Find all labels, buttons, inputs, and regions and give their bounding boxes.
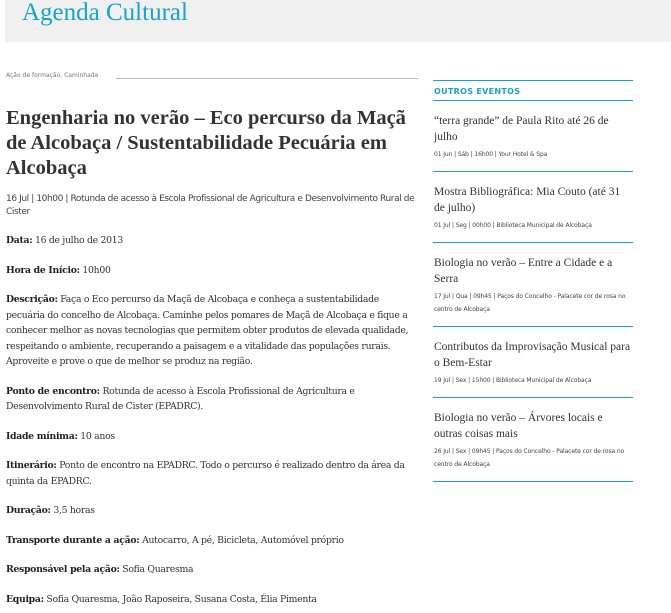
- post-fields: [6, 233, 418, 607]
- breadcrumb-categories[interactable]: Ação de formação, Caminhada: [6, 72, 99, 79]
- event-title-link[interactable]: Biologia no verão – Entre a Cidade e a Serra: [434, 257, 613, 285]
- field-min-age: [6, 429, 418, 445]
- field-start-time: [6, 263, 418, 279]
- field-team: [6, 592, 418, 608]
- field-duration: [6, 503, 418, 519]
- event-title-link[interactable]: “terra grande” de Paula Rito até 26 de julho: [434, 115, 609, 143]
- event-title-link[interactable]: Mostra Bibliográfica: Mia Couto (até 31 de julho): [434, 186, 621, 214]
- field-value: Autocarro, A pé, Bicicleta, Automóvel próprio: [142, 534, 344, 546]
- event-meta: 01 Jul | Seg | 00h00 | Biblioteca Municipal de Alcobaça: [434, 222, 592, 229]
- field-value: Rotunda de acesso à Escola Profissional de Agricultura e Desenvolvimento Rural de Cister (EPADRC).: [6, 385, 355, 412]
- event-title-link[interactable]: Contributos da Improvisação Musical para o Bem-Estar: [434, 341, 631, 369]
- field-value: 10 anos: [80, 430, 115, 442]
- field-meeting-point: [6, 384, 418, 415]
- event-title-link[interactable]: Biologia no verão – Árvores locais e outras coisas mais: [434, 412, 603, 440]
- event-meta: 17 Jul | Qua | 09h45 | Paços do Concelho - Palacete cor de rosa no centro de Alcobaça: [434, 293, 626, 313]
- field-value: Sofia Quaresma, João Raposeira, Susana Costa, Élia Pimenta: [46, 593, 317, 605]
- sidebar-other-events: [433, 80, 633, 482]
- event-item: [433, 243, 633, 327]
- event-meta: 01 Jun | Sáb | 16h00 | Your Hotel & Spa: [434, 151, 548, 158]
- sidebar-divider: [433, 80, 633, 81]
- site-header: [5, 0, 671, 42]
- event-meta: 19 Jul | Sex | 15h00 | Biblioteca Municipal de Alcobaça: [434, 377, 592, 384]
- post-meta: 16 Jul | 10h00 | Rotunda de acesso à Escola Profissional de Agricultura e Desenvolvimento Rural de Cister: [6, 194, 415, 217]
- field-label: Responsável pela ação:: [6, 564, 120, 575]
- field-label: Equipa:: [6, 593, 44, 605]
- breadcrumb-divider: [116, 78, 418, 79]
- field-value: Sofia Quaresma: [122, 564, 194, 575]
- event-item: [433, 101, 633, 172]
- field-value: Faça o Eco percurso da Maçã de Alcobaça e conheça a sustentabilidade pecuária do concelho de Alcobaça. Caminhe pelos pomares de Maçã de Alcobaça e fique a conhecer melhor as novas tecnologias que permitem obter produtos de elevada qualidade, respeitando o ambiente, recuperando a paisagem e a vitalidade das populações rurais. Aproveite e prove o que de melhor se produz na região.: [6, 294, 409, 367]
- field-label: Transporte durante a ação:: [6, 534, 140, 546]
- field-description: [6, 292, 418, 370]
- field-value: 10h00: [82, 264, 111, 276]
- field-label: Descrição:: [6, 294, 58, 305]
- field-value: 3,5 horas: [53, 505, 95, 516]
- field-label: Idade mínima:: [6, 430, 78, 442]
- sidebar-heading: OUTROS EVENTOS: [434, 87, 521, 96]
- event-item: [433, 327, 633, 398]
- field-label: Ponto de encontro:: [6, 385, 100, 397]
- field-date: [6, 233, 418, 249]
- field-transport: [6, 533, 418, 549]
- field-label: Duração:: [6, 505, 51, 516]
- field-value: 16 de julho de 2013: [35, 235, 123, 246]
- field-label: Hora de Início:: [6, 264, 80, 276]
- field-itinerary: [6, 458, 418, 489]
- field-value: Ponto de encontro na EPADRC. Todo o percurso é realizado dentro da área da quinta da EPADRC.: [6, 460, 405, 487]
- field-label: Data:: [6, 235, 33, 246]
- field-label: Itinerário:: [6, 460, 57, 471]
- event-meta: 26 Jul | Sex | 09h45 | Paços do Concelho - Palacete cor de rosa no centro de Alcobaça: [434, 448, 625, 468]
- post-title: Engenharia no verão – Eco percurso da Maçã de Alcobaça / Sustentabilidade Pecuária em Alcobaça: [6, 107, 406, 179]
- event-item: [433, 398, 633, 482]
- breadcrumb: [6, 72, 418, 82]
- site-title-link[interactable]: Agenda Cultural: [22, 0, 188, 26]
- field-responsible: [6, 562, 418, 578]
- main-content: [6, 72, 418, 607]
- event-item: [433, 172, 633, 243]
